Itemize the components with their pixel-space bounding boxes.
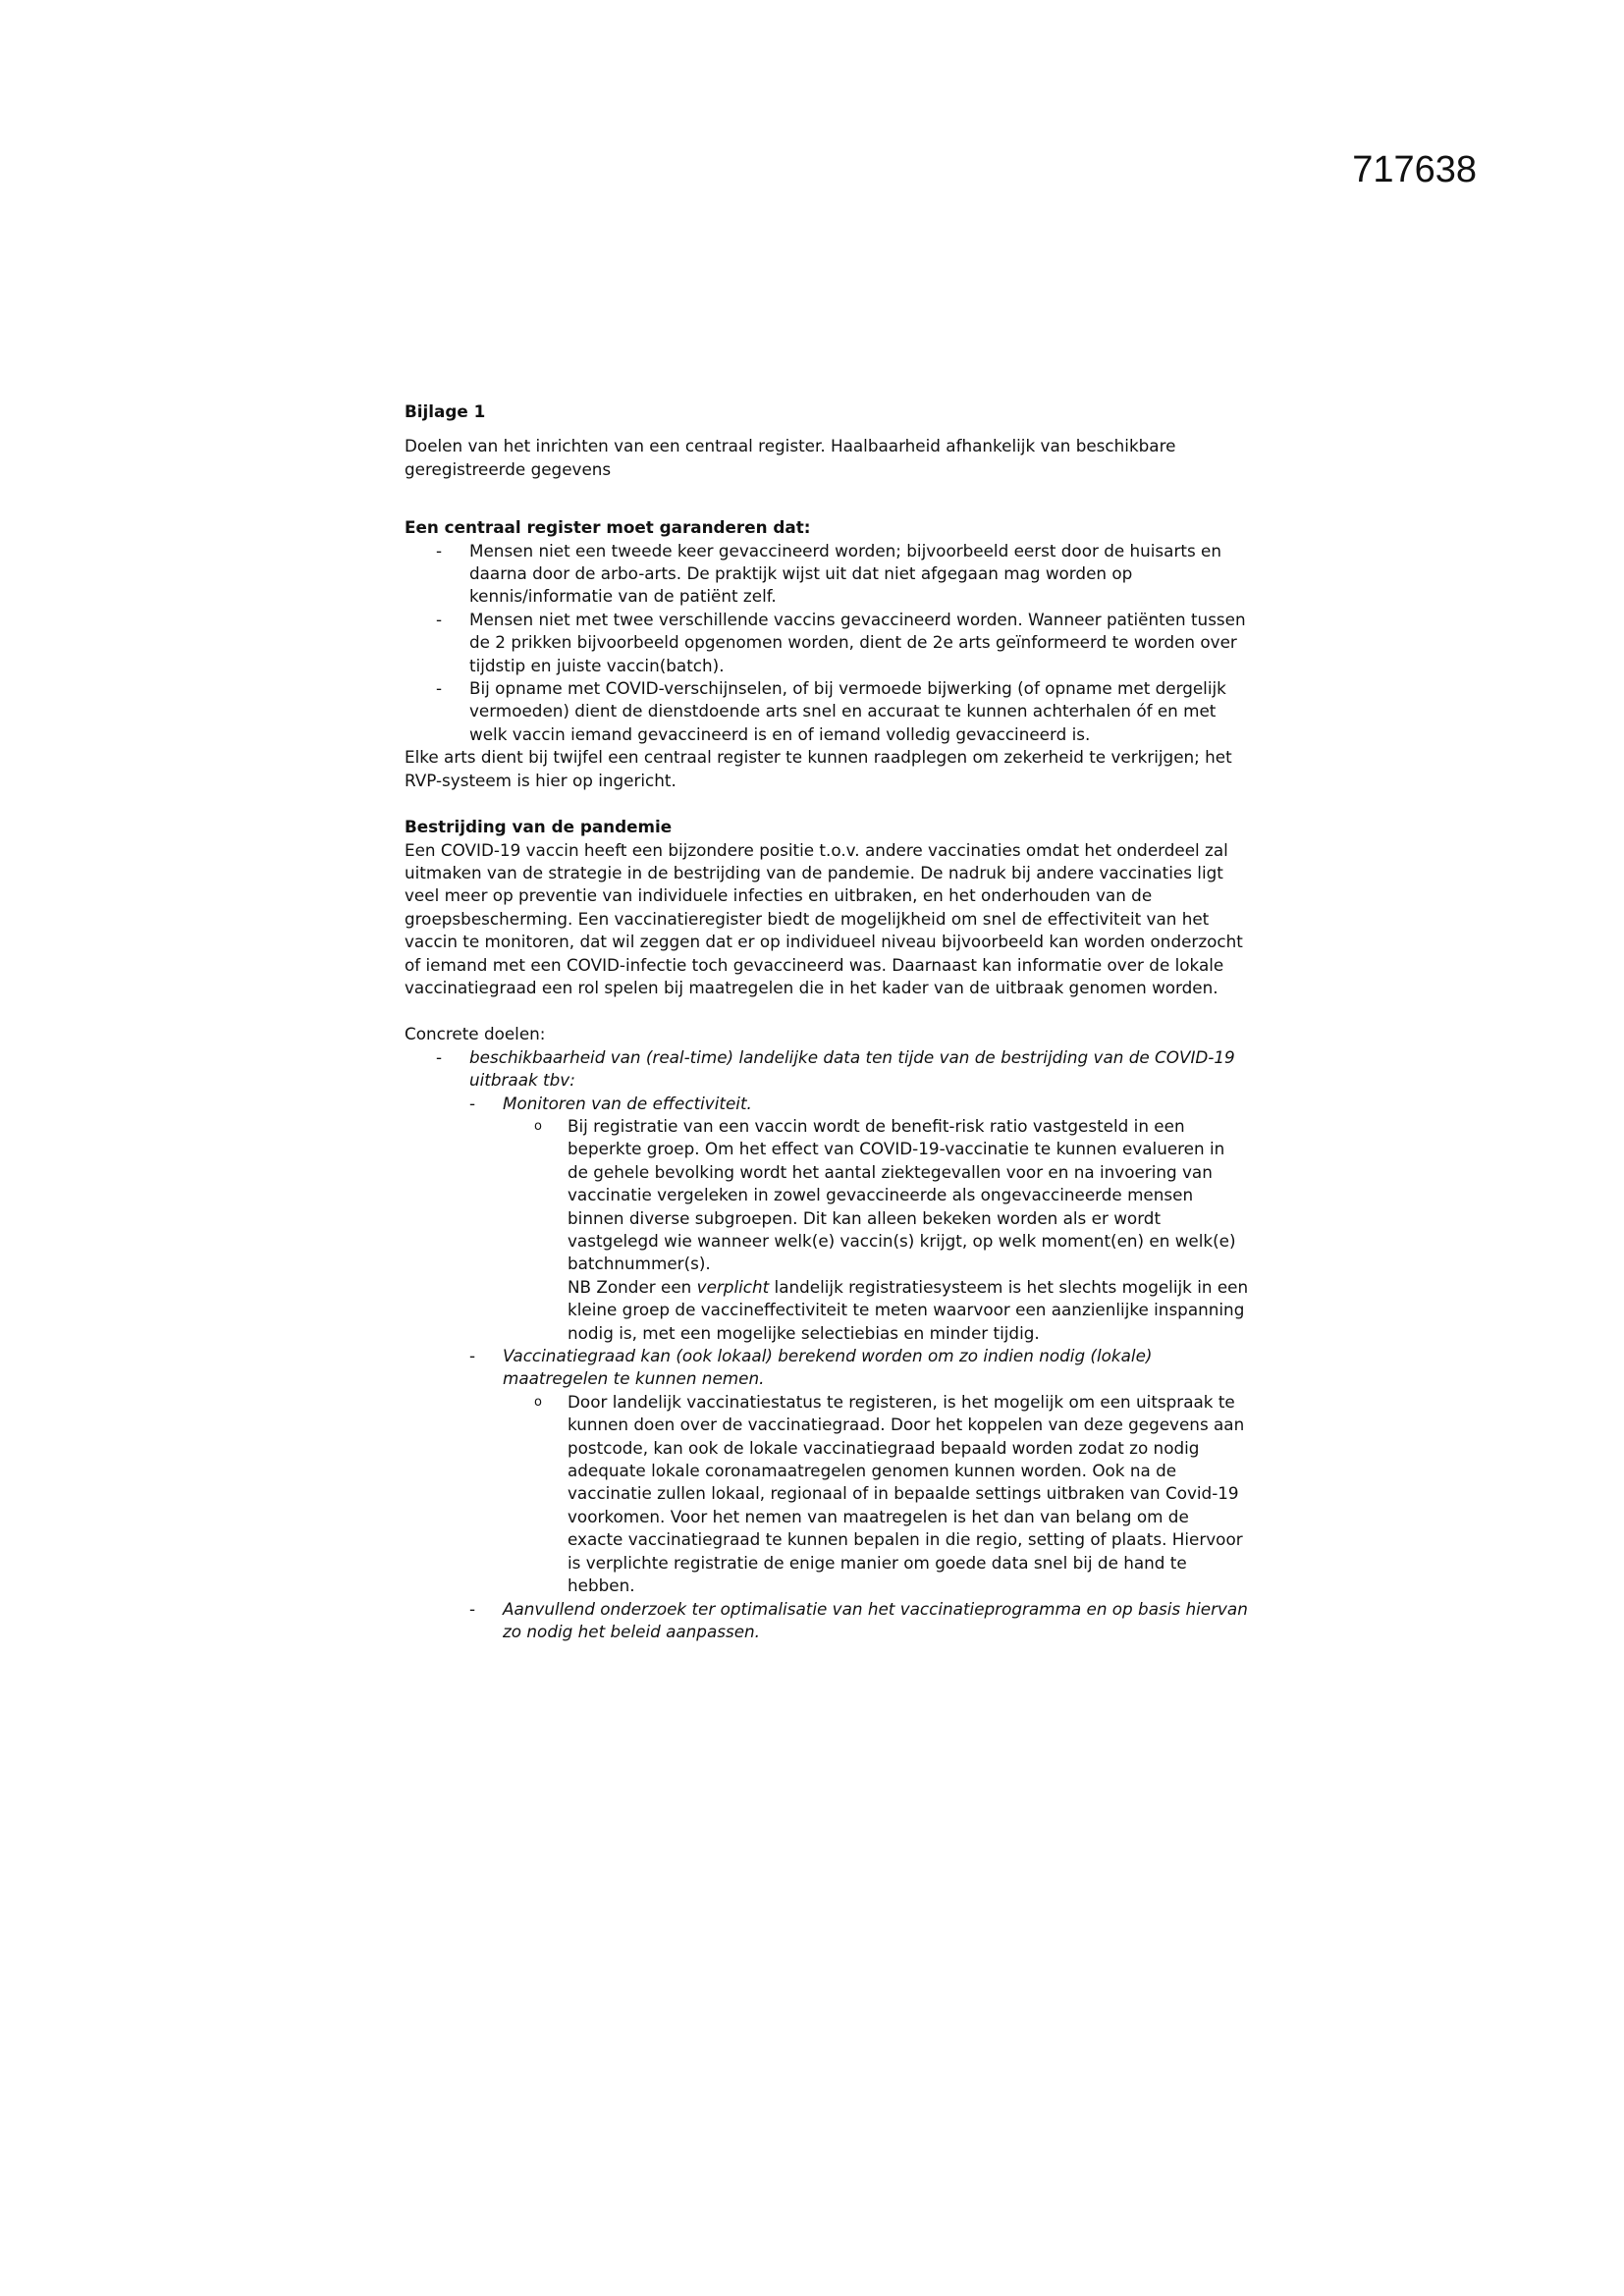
bullet-dash: - <box>436 678 443 699</box>
sub-goals-list <box>405 1345 1249 1391</box>
effectiveness-details <box>405 1115 1249 1345</box>
list-item <box>405 1093 1249 1115</box>
list-item <box>405 1046 1249 1093</box>
effectiveness-detail: Bij registratie van een vaccin wordt de benefit-risk ratio vastgesteld in een beperkte groep. Om het effect van COVID-19-vaccinatie te kunnen evalueren in de gehele bevolking wordt het aantal ziektegevallen voor en na invoering van vaccinatie vergeleken in zowel gevaccineerde als ongevaccineerde mensen binnen diverse subgroepen. Dit kan alleen bekeken worden als er wordt vastgelegd wie wanneer welk(e) vaccin(s) krijgt, op welk moment(en) en welk(e) batchnummer(s). <box>568 1115 1236 1274</box>
sub-goals-list <box>405 1093 1249 1115</box>
document-number: 717638 <box>1352 149 1477 190</box>
sub-goals-list <box>405 1598 1249 1644</box>
goal-effectiveness: Monitoren van de effectiviteit. <box>503 1093 752 1113</box>
pandemic-paragraph: Een COVID-19 vaccin heeft een bijzondere positie t.o.v. andere vaccinaties omdat het onderdeel zal uitmaken van de strategie in de bestrijding van de pandemie. De nadruk bij andere vaccinaties ligt veel meer op preventie van individuele infecties en uitbraken, en het onderhouden van de groepsbescherming. Een vaccinatieregister biedt de mogelijkheid om snel de effectiviteit van het vaccin te monitoren, dat wil zeggen dat er op individueel niveau bijvoorbeeld kan worden onderzocht of iemand met een COVID-infectie toch gevaccineerd was. Daarnaast kan informatie over de lokale vaccinatiegraad een rol spelen bij maatregelen die in het kader van de uitbraak genomen worden. <box>405 839 1243 997</box>
intro-paragraph: Doelen van het inrichten van een centraal register. Haalbaarheid afhankelijk van beschikbare geregistreerde gegevens <box>405 436 1176 479</box>
list-item <box>405 1391 1249 1598</box>
list-item: - Mensen niet een tweede keer gevaccineerd worden; bijvoorbeeld eerst door de huisarts en daarna door de arbo-arts. De praktijk wijst uit dat niet afgegaan mag worden op kennis/informatie van de patiënt zelf. <box>436 540 1221 607</box>
vaccination-rate-details <box>405 1391 1249 1598</box>
goal-additional-research: Aanvullend onderzoek ter optimalisatie van het vaccinatieprogramma en op basis hiervan zo nodig het beleid aanpassen. <box>503 1598 1248 1641</box>
vaccination-rate-detail: Door landelijk vaccinatiestatus te registeren, is het mogelijk om een uitspraak te kunnen doen over de vaccinatiegraad. Door het koppelen van deze gegevens aan postcode, kan ook de lokale vaccinatiegraad bepaald worden zodat zo nodig adequate lokale coronamaatregelen genomen kunnen worden. Ook na de vaccinatie zullen lokaal, regionaal of in bepaalde settings uitbraken van Covid-19 voorkomen. Voor het nemen van maatregelen is het dan van belang om de exacte vaccinatiegraad te kunnen bepalen in die regio, setting of plaats. Hiervoor is verplichte registratie de enige manier om goede data snel bij de hand te hebben. <box>568 1391 1245 1596</box>
register-closing: Elke arts dient bij twijfel een centraal register te kunnen raadplegen om zekerheid te verkrijgen; het RVP-systeem is hier op ingericht. <box>405 747 1232 790</box>
list-item <box>405 1598 1249 1644</box>
goal-vaccination-rate: Vaccinatiegraad kan (ook lokaal) berekend worden om zo indien nodig (lokale) maatregelen te kunnen nemen. <box>503 1346 1153 1389</box>
bullet-dash: - <box>436 540 443 561</box>
appendix-title: Bijlage 1 <box>405 401 486 421</box>
list-item <box>405 1115 1249 1345</box>
section-heading-register: Een centraal register moet garanderen dat: <box>405 517 811 538</box>
goal-realtime-data: beschikbaarheid van (real-time) landelijke data ten tijde van de bestrijding van de COVID-19 uitbraak tbv: <box>469 1046 1235 1091</box>
bullet-dash: - <box>436 609 443 629</box>
bullet-circle: o <box>534 1118 542 1134</box>
list-item <box>405 1345 1249 1391</box>
bullet-dash: - <box>469 1598 476 1619</box>
concrete-goals-list <box>405 1046 1249 1093</box>
bullet-circle: o <box>534 1394 542 1410</box>
document-body <box>405 400 1249 1643</box>
list-item: - Bij opname met COVID-verschijnselen, of bij vermoede bijwerking (of opname met dergelijk vermoeden) dient de dienstdoende arts snel en accuraat te kunnen achterhalen óf en met welk vaccin iemand gevaccineerd is en of iemand volledig gevaccineerd is. <box>436 678 1226 744</box>
register-guarantee-list <box>405 540 1249 747</box>
list-item: - Mensen niet met twee verschillende vaccins gevaccineerd worden. Wanneer patiënten tussen de 2 prikken bijvoorbeeld opgenomen worden, dient de 2e arts geïnformeerd te worden over tijdstip en juiste vaccin(batch). <box>436 609 1246 675</box>
nb-note: NB Zonder een verplicht landelijk registratiesysteem is het slechts mogelijk in een kleine groep de vaccineffectiviteit te meten waarvoor een aanzienlijke inspanning nodig is, met een mogelijke selectiebias en minder tijdig. <box>568 1276 1249 1343</box>
bullet-dash: - <box>436 1046 443 1067</box>
bullet-dash: - <box>469 1093 476 1113</box>
section-heading-pandemic: Bestrijding van de pandemie <box>405 817 673 837</box>
bullet-dash: - <box>469 1346 476 1366</box>
concrete-goals-label: Concrete doelen: <box>405 1024 546 1044</box>
